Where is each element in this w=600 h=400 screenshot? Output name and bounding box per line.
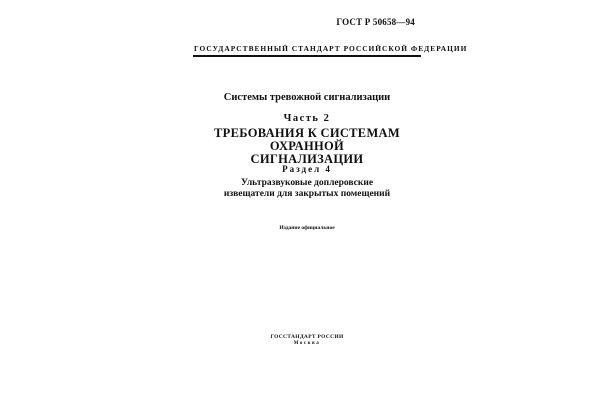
publisher: ГОССТАНДАРТ РОССИИ — [270, 334, 344, 340]
part-title-line-2: СИГНАЛИЗАЦИИ — [250, 152, 364, 166]
standard-header: ГОСУДАРСТВЕННЫЙ СТАНДАРТ РОССИЙСКОЙ ФЕДЕРАЦИИ — [194, 44, 468, 53]
part-title-line-1: ТРЕБОВАНИЯ К СИСТЕМАМ ОХРАННОЙ — [214, 126, 400, 153]
publisher-city: Москва — [293, 341, 321, 346]
document-code: ГОСТ Р 50658—94 — [336, 17, 415, 27]
section-title — [193, 178, 421, 200]
header-rule — [193, 55, 421, 57]
edition-note: Издание официальное — [279, 225, 335, 231]
section-label: Раздел 4 — [282, 164, 332, 174]
part-label: Часть 2 — [283, 113, 331, 124]
part-title — [193, 127, 421, 166]
series-title: Системы тревожной сигнализации — [223, 92, 391, 103]
section-title-line-2: извещатели для закрытых помещений — [223, 189, 391, 199]
section-title-line-1: Ультразвуковые доплеровские — [240, 178, 374, 188]
